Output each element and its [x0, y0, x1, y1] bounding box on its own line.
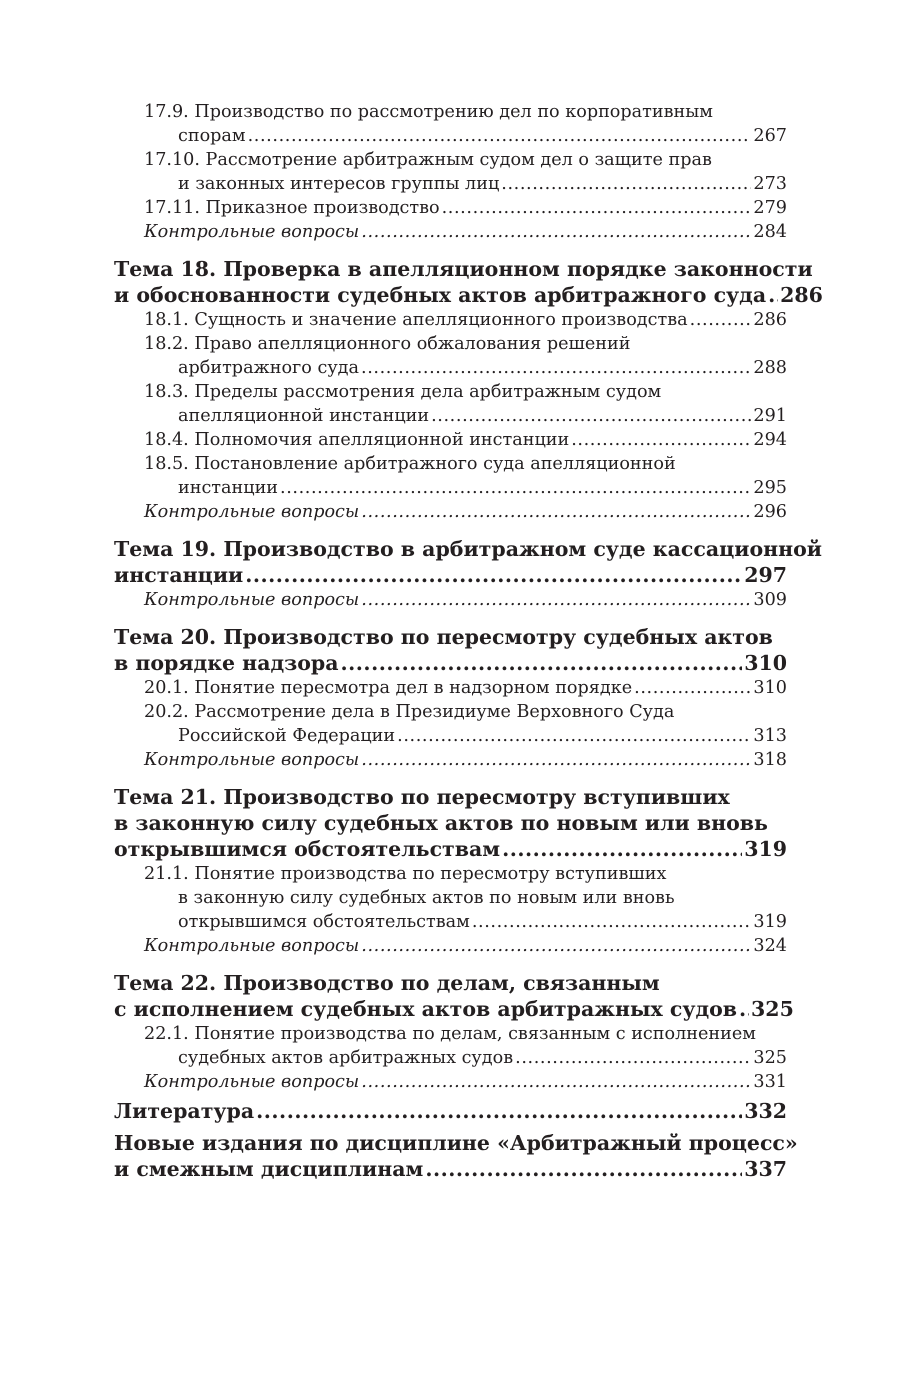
toc-entry-text: апелляционной инстанции [178, 406, 430, 426]
toc-entry-text: Контрольные вопросы [144, 590, 360, 610]
dot-leader [256, 1098, 742, 1124]
toc-entry-18-5[interactable] [114, 452, 787, 500]
page-number: 297 [744, 563, 787, 587]
page-number: 324 [753, 936, 787, 956]
toc-entry-questions-22[interactable] [114, 1070, 787, 1094]
page-number: 291 [753, 406, 787, 426]
toc-entry-17-9[interactable] [114, 100, 787, 148]
toc-entry-text: и законных интересов группы лиц [178, 174, 500, 194]
toc-entry-text: 20.1. Понятие пересмотра дел в надзорном порядке [144, 678, 633, 698]
dot-leader [501, 172, 751, 196]
dot-leader [442, 196, 752, 220]
table-of-contents [114, 100, 823, 1182]
toc-entry-21-1[interactable] [114, 862, 787, 934]
toc-entry-text: Российской Федерации [178, 726, 396, 746]
dot-leader [361, 356, 751, 380]
toc-entry-text: Контрольные вопросы [144, 936, 360, 956]
dot-leader [502, 836, 742, 862]
dot-leader [361, 588, 751, 612]
toc-entry-text: 17.9. Производство по рассмотрению дел по корпоративным [144, 102, 713, 122]
toc-topic-text: Тема 22. Производство по делам, связанным [114, 971, 660, 995]
toc-entry-text: в законную силу судебных актов по новым или вновь [178, 888, 675, 908]
dot-leader [431, 404, 751, 428]
dot-leader [361, 934, 751, 958]
toc-topic-text: Литература [114, 1099, 255, 1123]
toc-entry-text: Контрольные вопросы [144, 222, 360, 242]
toc-topic-text: в порядке надзора [114, 651, 339, 675]
dot-leader [245, 562, 742, 588]
dot-leader [361, 748, 751, 772]
dot-leader [739, 996, 749, 1022]
toc-entry-22-1[interactable] [114, 1022, 787, 1070]
page-number: 309 [753, 590, 787, 610]
toc-entry-questions-20[interactable] [114, 748, 787, 772]
toc-topic-text: с исполнением судебных актов арбитражных судов [114, 997, 738, 1021]
page-number: 319 [753, 912, 787, 932]
page-number: 318 [753, 750, 787, 770]
page-number: 310 [753, 678, 787, 698]
dot-leader [280, 476, 751, 500]
toc-topic-text: в законную силу судебных актов по новым или вновь [114, 811, 768, 835]
toc-literature[interactable] [114, 1098, 787, 1124]
page-number: 325 [751, 997, 794, 1021]
dot-leader [361, 220, 751, 244]
toc-topic-text: и обоснованности судебных актов арбитражного суда [114, 283, 767, 307]
dot-leader [361, 1070, 751, 1094]
toc-topic-21[interactable] [114, 784, 787, 862]
toc-entry-text: 22.1. Понятие производства по делам, связанным с исполнением [144, 1024, 756, 1044]
toc-entry-questions-19[interactable] [114, 588, 787, 612]
dot-leader [571, 428, 751, 452]
toc-topic-text: открывшимся обстоятельствам [114, 837, 501, 861]
page-number: 286 [753, 310, 787, 330]
dot-leader [248, 124, 752, 148]
toc-topic-text: и смежным дисциплинам [114, 1157, 424, 1181]
toc-topic-20[interactable] [114, 624, 787, 676]
toc-entry-text: 18.2. Право апелляционного обжалования решений [144, 334, 631, 354]
toc-new-editions[interactable] [114, 1130, 798, 1182]
page-number: 294 [753, 430, 787, 450]
toc-topic-text: Тема 21. Производство по пересмотру вступивших [114, 785, 730, 809]
page-number: 273 [753, 174, 787, 194]
toc-entry-text: 20.2. Рассмотрение дела в Президиуме Верховного Суда [144, 702, 675, 722]
toc-entry-20-2[interactable] [114, 700, 787, 748]
toc-entry-text: Контрольные вопросы [144, 502, 360, 522]
page-number: 310 [744, 651, 787, 675]
toc-topic-text: Тема 19. Производство в арбитражном суде кассационной [114, 537, 823, 561]
toc-entry-text: спорам [178, 126, 246, 146]
toc-entry-text: 18.3. Пределы рассмотрения дела арбитражным судом [144, 382, 662, 402]
dot-leader [361, 500, 751, 524]
toc-entry-20-1[interactable] [114, 676, 787, 700]
toc-topic-text: Тема 18. Проверка в апелляционном порядке законности [114, 257, 813, 281]
page-number: 284 [753, 222, 787, 242]
page-number: 288 [753, 358, 787, 378]
toc-entry-text: инстанции [178, 478, 279, 498]
toc-entry-text: открывшимся обстоятельствам [178, 912, 470, 932]
page-number: 296 [753, 502, 787, 522]
toc-entry-questions-21[interactable] [114, 934, 787, 958]
page-number: 295 [753, 478, 787, 498]
dot-leader [472, 910, 752, 934]
page-number: 319 [744, 837, 787, 861]
toc-topic-text: инстанции [114, 563, 244, 587]
dot-leader [768, 282, 778, 308]
toc-topic-19[interactable] [114, 536, 823, 588]
toc-entry-text: судебных актов арбитражных судов [178, 1048, 514, 1068]
page-number: 325 [753, 1048, 787, 1068]
dot-leader [397, 724, 751, 748]
toc-entry-18-3[interactable] [114, 380, 787, 428]
page-number: 286 [780, 283, 823, 307]
toc-entry-text: 21.1. Понятие производства по пересмотру вступивших [144, 864, 667, 884]
toc-topic-22[interactable] [114, 970, 794, 1022]
toc-entry-text: 17.11. Приказное производство [144, 198, 440, 218]
page-number: 337 [744, 1157, 787, 1181]
dot-leader [425, 1156, 742, 1182]
toc-entry-17-11[interactable] [114, 196, 787, 220]
toc-entry-17-10[interactable] [114, 148, 787, 196]
toc-topic-text: Новые издания по дисциплине «Арбитражный процесс» [114, 1131, 798, 1155]
toc-entry-text: 18.4. Полномочия апелляционной инстанции [144, 430, 570, 450]
toc-topic-text: Тема 20. Производство по пересмотру судебных актов [114, 625, 773, 649]
page-number: 267 [753, 126, 787, 146]
toc-entry-18-4[interactable] [114, 428, 787, 452]
page-number: 331 [753, 1072, 787, 1092]
toc-entry-text: 18.1. Сущность и значение апелляционного производства [144, 310, 688, 330]
toc-entry-questions-18[interactable] [114, 500, 787, 524]
toc-entry-text: Контрольные вопросы [144, 1072, 360, 1092]
toc-topic-18[interactable] [114, 256, 823, 308]
toc-entry-text: 18.5. Постановление арбитражного суда апелляционной [144, 454, 676, 474]
dot-leader [690, 308, 752, 332]
toc-entry-text: 17.10. Рассмотрение арбитражным судом дел о защите прав [144, 150, 712, 170]
toc-entry-text: арбитражного суда [178, 358, 359, 378]
dot-leader [341, 650, 743, 676]
page-number: 313 [753, 726, 787, 746]
toc-entry-text: Контрольные вопросы [144, 750, 360, 770]
toc-entry-18-1[interactable] [114, 308, 787, 332]
toc-entry-18-2[interactable] [114, 332, 787, 380]
dot-leader [634, 676, 751, 700]
dot-leader [515, 1046, 751, 1070]
page-number: 332 [744, 1099, 787, 1123]
toc-entry-questions-17[interactable] [114, 220, 787, 244]
page-number: 279 [753, 198, 787, 218]
